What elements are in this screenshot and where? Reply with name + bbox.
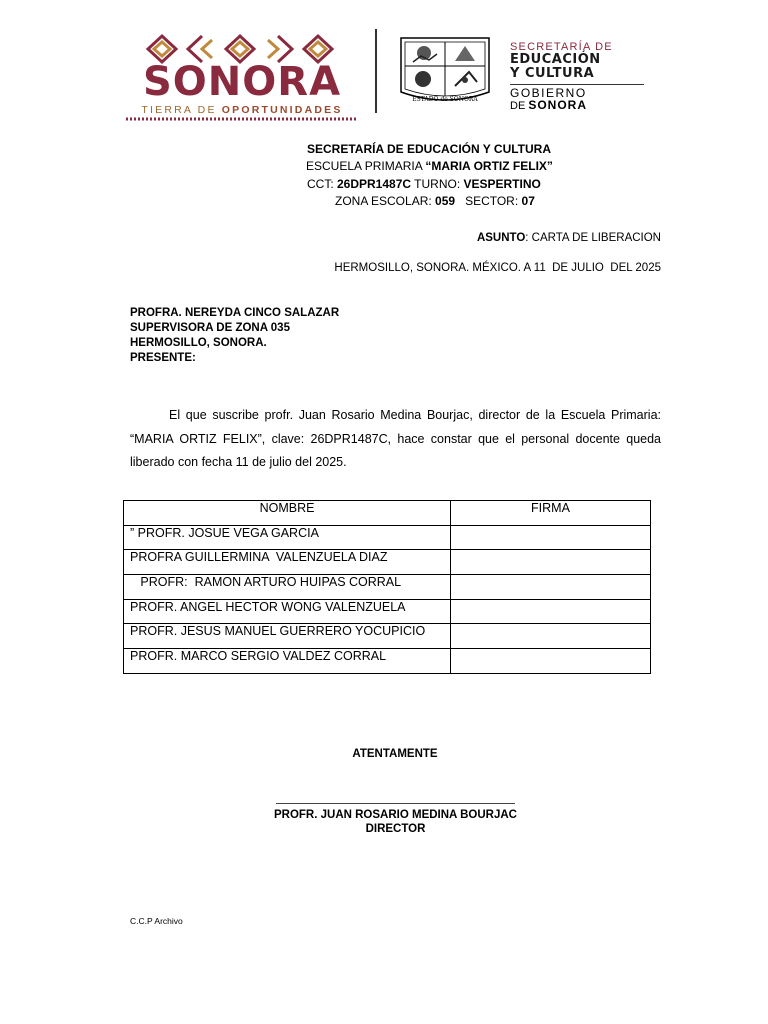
signer-title: DIRECTOR (365, 823, 426, 835)
secretaria-brand (510, 41, 650, 112)
signer-name: PROFR. JUAN ROSARIO MEDINA BOURJAC (273, 809, 517, 821)
table-row (124, 575, 651, 600)
staff-name-cell: PROFRA GUILLERMINA VALENZUELA DIAZ (124, 550, 451, 575)
recipient-greeting: PRESENTE: (130, 352, 196, 364)
atentamente: ATENTAMENTE (352, 748, 438, 760)
signature-cell (451, 624, 651, 649)
school-zona-sector: ZONA ESCOLAR: 059 SECTOR: 07 (335, 194, 535, 208)
signature-cell (451, 649, 651, 674)
staff-name-cell: PROFR. ANGEL HECTOR WONG VALENZUELA (124, 599, 451, 624)
recipient-block (130, 306, 339, 366)
table-row (124, 624, 651, 649)
table-row (124, 525, 651, 550)
brand-line-gobierno: GOBIERNO (510, 86, 587, 100)
signature-cell (451, 575, 651, 600)
brand-line-cultura: Y CULTURA (510, 66, 595, 81)
signer-block (270, 808, 521, 836)
school-name: ESCUELA PRIMARIA “MARIA ORTIZ FELIX” (306, 159, 553, 173)
asunto: ASUNTO: CARTA DE LIBERACION (476, 232, 661, 244)
signature-line (276, 803, 515, 804)
recipient-name: PROFRA. NEREYDA CINCO SALAZAR (130, 307, 340, 319)
state-seal (399, 36, 491, 108)
school-cct-turno: CCT: 26DPR1487C TURNO: VESPERTINO (307, 177, 541, 191)
header-divider (375, 29, 377, 113)
table-row (124, 649, 651, 674)
signature-cell (451, 599, 651, 624)
brand-line-educacion: EDUCACIÓN (510, 52, 601, 67)
sonora-wordmark: SONORA (142, 59, 342, 105)
table-row (124, 550, 651, 575)
sonora-logo (124, 30, 360, 114)
column-header-nombre: NOMBRE (124, 501, 451, 526)
recipient-position: SUPERVISORA DE ZONA 035 (130, 322, 290, 334)
brand-rule (510, 84, 644, 85)
signature-cell (451, 550, 651, 575)
column-header-firma: FIRMA (451, 501, 651, 526)
school-secretaria: SECRETARÍA DE EDUCACIÓN Y CULTURA (307, 142, 552, 156)
sonora-tagline: TIERRA DE OPORTUNIDADES (141, 104, 343, 116)
staff-name-cell: ” PROFR. JOSUE VEGA GARCIA (124, 525, 451, 550)
seal-caption: ESTADO de SONORA (412, 96, 478, 103)
ccp-archivo: C.C.P Archivo (130, 916, 183, 926)
brand-line-secretaria: SECRETARÍA DE (510, 41, 613, 53)
tagline-dots-decoration (124, 116, 360, 122)
staff-table (123, 500, 651, 674)
staff-name-cell: PROFR: RAMON ARTURO HUIPAS CORRAL (124, 575, 451, 600)
date-line: HERMOSILLO, SONORA. MÉXICO. A 11 DE JULIO DEL 2025 (334, 262, 661, 274)
recipient-city: HERMOSILLO, SONORA. (130, 337, 267, 349)
letter-body: El que suscribe profr. Juan Rosario Medina Bourjac, director de la Escuela Primaria: “MARIA ORTIZ FELIX”, clave: 26DPR1487C, hace constar que el personal docente queda liberado con fecha 11 de julio del 2025. (130, 408, 661, 469)
staff-name-cell: PROFR. JESUS MANUEL GUERRERO YOCUPICIO (124, 624, 451, 649)
signature-cell (451, 525, 651, 550)
table-header-row (124, 501, 651, 526)
table-row (124, 599, 651, 624)
staff-name-cell: PROFR. MARCO SERGIO VALDEZ CORRAL (124, 649, 451, 674)
brand-line-de-sonora: DE SONORA (510, 98, 588, 112)
